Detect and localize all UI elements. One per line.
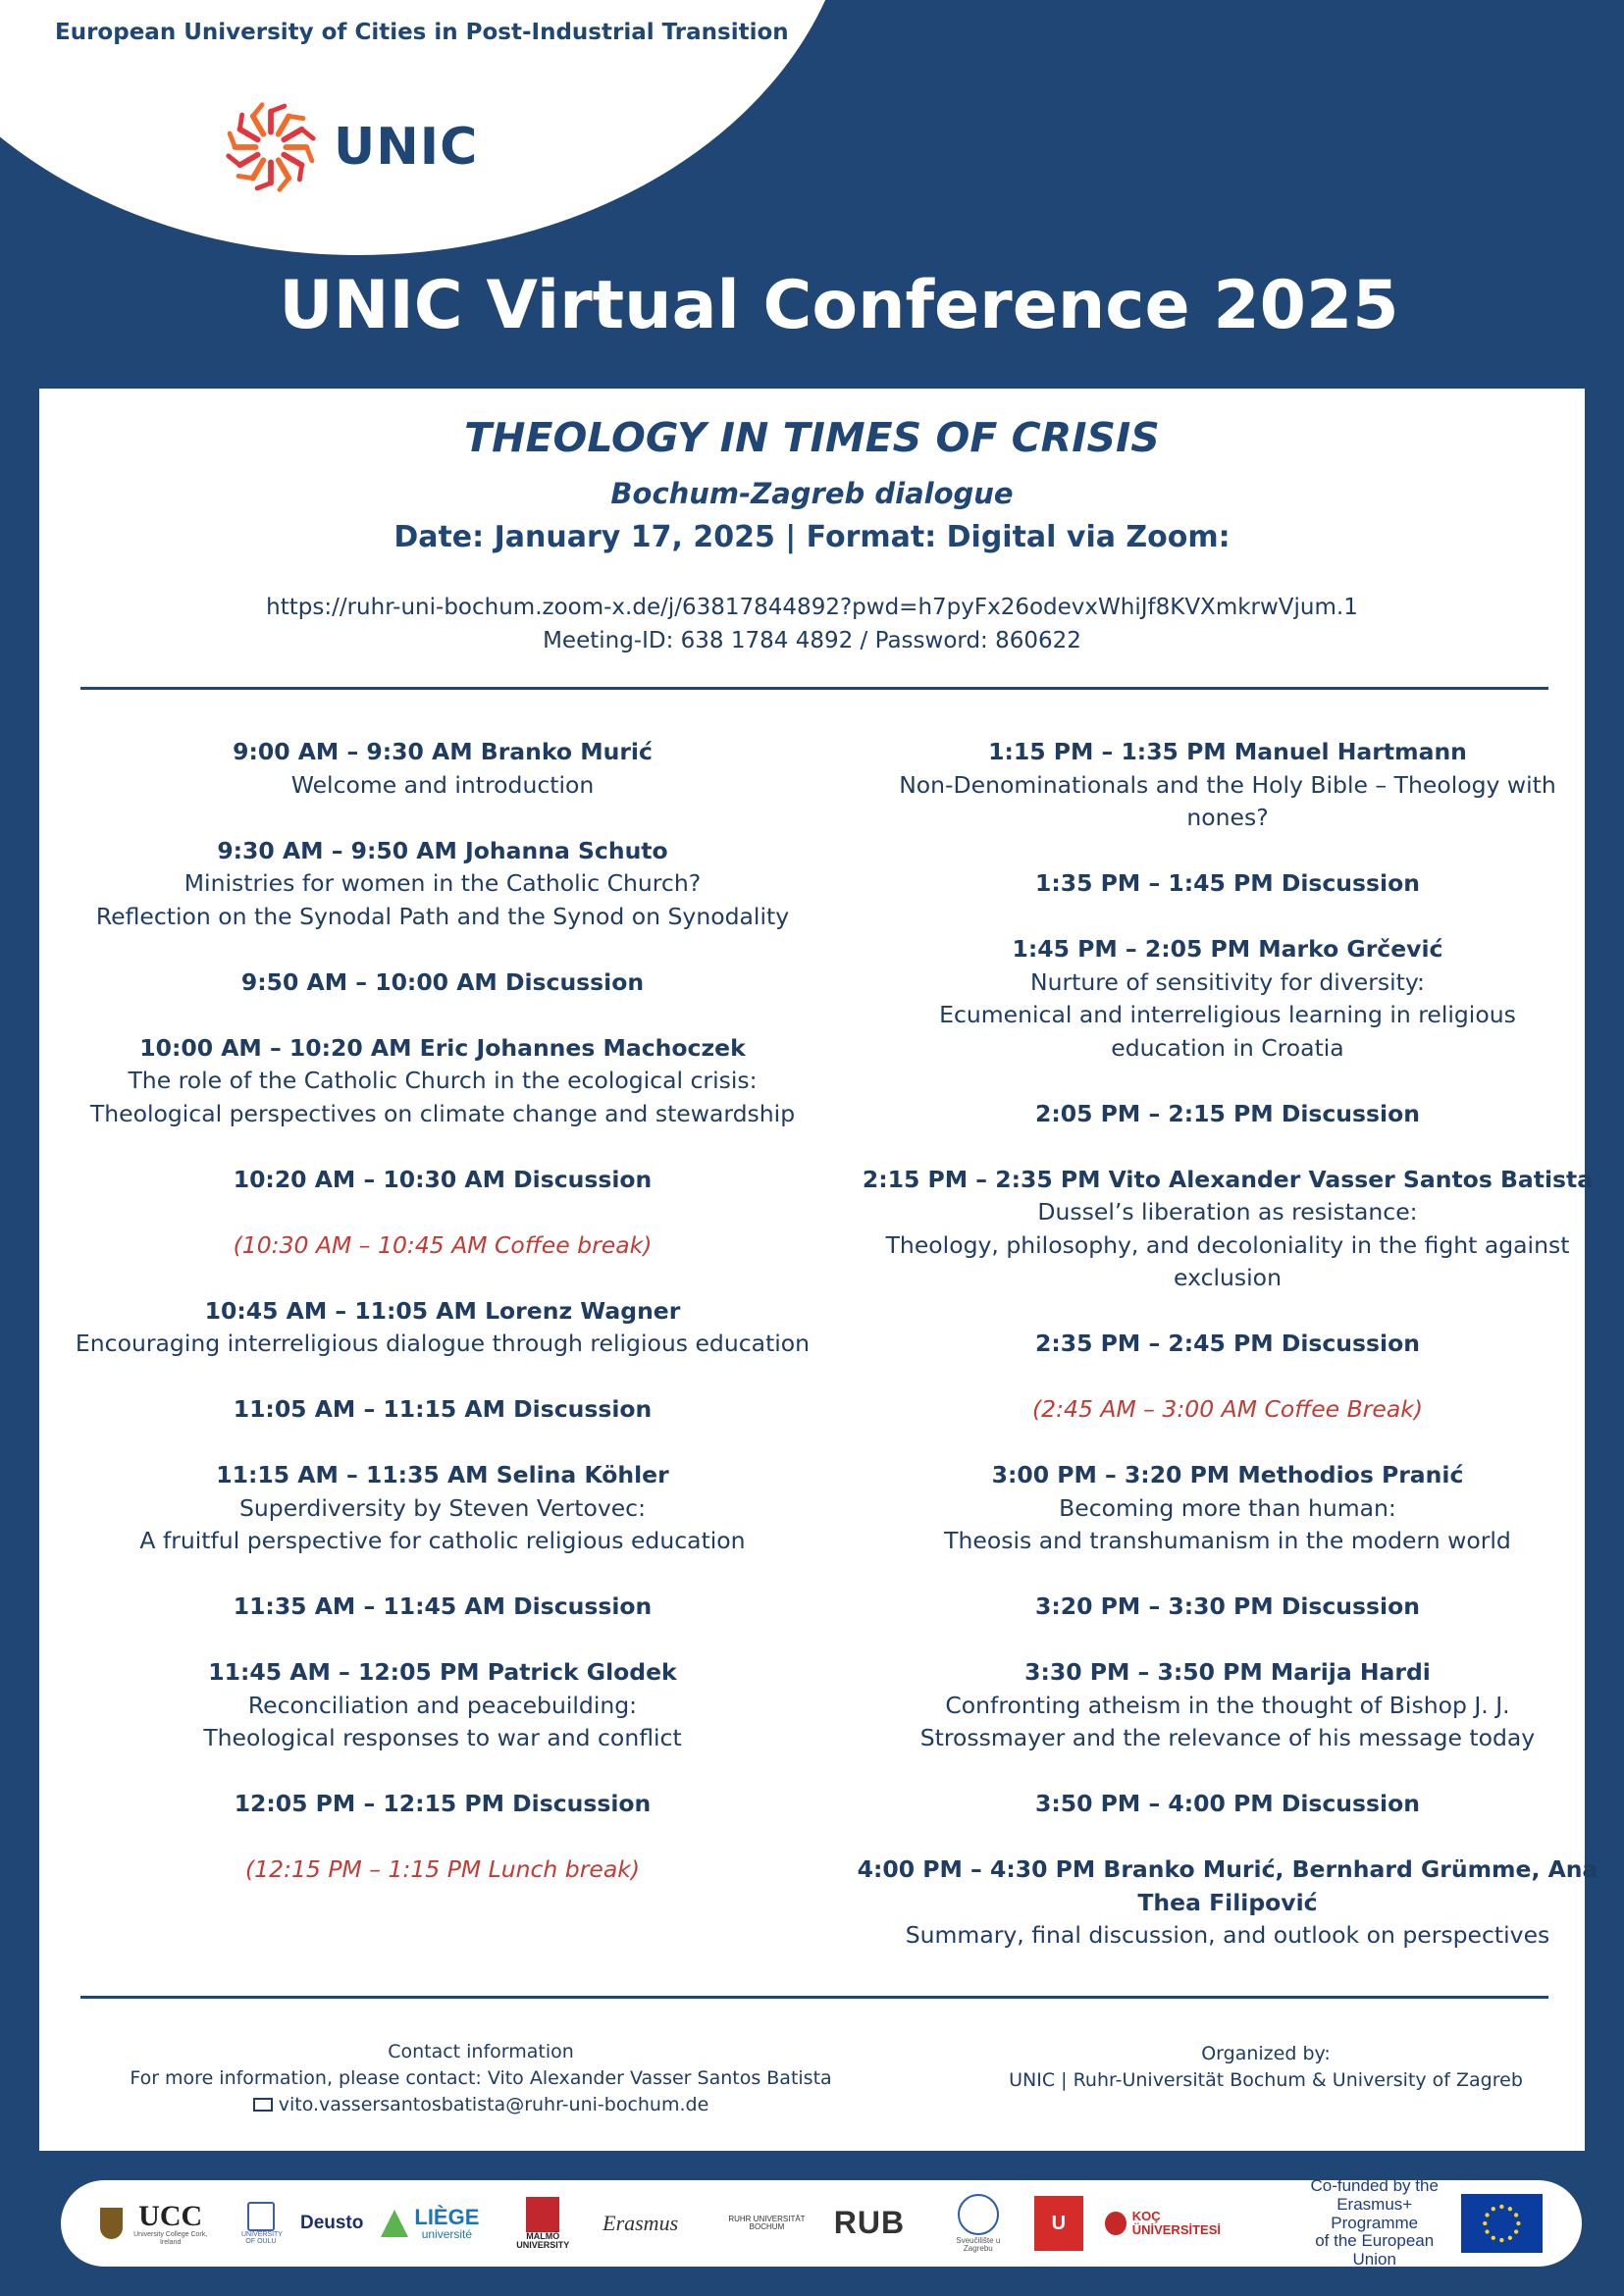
schedule-item xyxy=(846,1459,1609,1558)
unic-sunburst-icon xyxy=(224,100,318,194)
session-description: Reflection on the Synodal Path and the Synod on Synodality xyxy=(95,902,790,930)
session-description: exclusion xyxy=(1174,1264,1282,1291)
session-title: 9:00 AM – 9:30 AM Branko Murić xyxy=(233,738,653,765)
koc-mark-icon xyxy=(1105,2212,1126,2235)
session-title: 1:45 PM – 2:05 PM Marko Grčević xyxy=(1012,935,1443,963)
session-title: 3:00 PM – 3:20 PM Methodios Pranić xyxy=(991,1461,1464,1488)
session-description: Encouraging interreligious dialogue through religious education xyxy=(75,1330,811,1357)
break-label: (10:30 AM – 10:45 AM Coffee break) xyxy=(233,1230,653,1259)
eu-cofunded-logo: Co-funded by the Erasmus+ Programme of the European Union xyxy=(1299,2177,1543,2269)
schedule-item xyxy=(39,1656,846,1755)
session-description: Ministries for women in the Catholic Church? xyxy=(183,869,702,897)
schedule-item xyxy=(846,736,1609,835)
break-item xyxy=(39,1229,846,1263)
divider xyxy=(80,1996,1548,1999)
partner-logos-bar xyxy=(61,2176,1582,2270)
unic-logo xyxy=(224,100,478,194)
zagreb-seal-icon xyxy=(958,2194,999,2235)
conference-theme: THEOLOGY IN TIMES OF CRISIS xyxy=(464,414,1160,461)
ruhr-logo: RUHR UNIVERSITÄT BOCHUM xyxy=(728,2214,806,2231)
liege-logo: LIÈGE université xyxy=(381,2206,479,2241)
session-description: Strossmayer and the relevance of his message today xyxy=(919,1724,1536,1751)
session-description: education in Croatia xyxy=(1111,1033,1344,1062)
zoom-link[interactable]: https://ruhr-uni-bochum.zoom-x.de/j/63817844892?pwd=h7pyFx26odevxWhiJf8KVXmkrwVjum.1 xyxy=(266,595,1358,620)
schedule-item xyxy=(846,1853,1609,1953)
malmo-logo: MALMÖ UNIVERSITY xyxy=(502,2197,583,2251)
schedule-item xyxy=(846,933,1609,1065)
break-label: (12:15 PM – 1:15 PM Lunch break) xyxy=(244,1855,641,1883)
session-title: 1:35 PM – 1:45 PM Discussion xyxy=(1035,869,1420,897)
session-description: Nurture of sensitivity for diversity: xyxy=(1030,967,1425,996)
eu-flag-icon xyxy=(1461,2194,1543,2253)
session-title: 11:15 AM – 11:35 AM Selina Köhler xyxy=(216,1461,669,1488)
koc-logo: KOÇ ÜNİVERSİTESİ xyxy=(1105,2210,1240,2236)
deusto-logo: Deusto xyxy=(299,2213,364,2234)
session-description: Summary, final discussion, and outlook on perspectives xyxy=(905,1921,1550,1949)
contact-heading: Contact information xyxy=(388,2041,574,2062)
session-title: 10:20 AM – 10:30 AM Discussion xyxy=(233,1165,653,1193)
session-description: Reconciliation and peacebuilding: xyxy=(247,1691,638,1719)
malmo-mark-icon xyxy=(526,2197,559,2232)
rub-logo: RUB xyxy=(833,2205,906,2241)
session-description: A fruitful perspective for catholic religious education xyxy=(139,1527,746,1554)
schedule-item xyxy=(39,1591,846,1624)
schedule-item xyxy=(846,1164,1609,1295)
schedule-item xyxy=(846,1591,1609,1624)
schedule-item xyxy=(846,1788,1609,1821)
schedule-right-column xyxy=(846,736,1609,1985)
session-description: The role of the Catholic Church in the ecological crisis: xyxy=(128,1067,758,1094)
session-description: Theosis and transhumanism in the modern world xyxy=(944,1527,1511,1554)
schedule-item xyxy=(39,1393,846,1427)
erasmus-logo: Erasmus xyxy=(602,2211,679,2236)
session-title: 3:50 PM – 4:00 PM Discussion xyxy=(1035,1790,1420,1817)
schedule-item xyxy=(39,835,846,934)
session-title: 11:35 AM – 11:45 AM Discussion xyxy=(233,1592,653,1620)
session-title: 4:00 PM – 4:30 PM Branko Murić, Bernhard Grümme, Ana xyxy=(857,1855,1598,1883)
ucc-shield-icon xyxy=(100,2208,123,2239)
session-description: Superdiversity by Steven Vertovec: xyxy=(238,1493,647,1522)
org-name: European University of Cities in Post-Industrial Transition xyxy=(55,20,789,45)
schedule-item xyxy=(846,1098,1609,1131)
schedule-item xyxy=(39,966,846,1000)
contact-block xyxy=(39,2039,922,2118)
schedule-left-column xyxy=(39,736,846,1919)
session-title: 1:15 PM – 1:35 PM Manuel Hartmann xyxy=(988,738,1467,765)
organized-heading: Organized by: xyxy=(1201,2043,1331,2064)
conference-subtitle: Bochum-Zagreb dialogue xyxy=(610,477,1014,510)
session-description: nones? xyxy=(1186,804,1269,831)
session-title: 10:45 AM – 11:05 AM Lorenz Wagner xyxy=(204,1296,681,1325)
lodz-logo-icon: U xyxy=(1034,2196,1084,2251)
session-description: Welcome and introduction xyxy=(290,770,595,799)
schedule-item xyxy=(39,1295,846,1361)
meeting-credentials: Meeting-ID: 638 1784 4892 / Password: 860622 xyxy=(543,628,1081,653)
session-title: 2:35 PM – 2:45 PM Discussion xyxy=(1035,1330,1420,1357)
session-title: 11:45 AM – 12:05 PM Patrick Glodek xyxy=(208,1658,677,1686)
ucc-logo: UCC University College Cork, Ireland xyxy=(100,2201,214,2246)
schedule-item xyxy=(39,1032,846,1131)
session-title: 9:50 AM – 10:00 AM Discussion xyxy=(240,967,645,996)
schedule-item xyxy=(39,1164,846,1197)
break-label: (2:45 AM – 3:00 AM Coffee Break) xyxy=(1031,1395,1424,1423)
session-title: 12:05 PM – 12:15 PM Discussion xyxy=(234,1790,652,1817)
session-description: Dussel’s liberation as resistance: xyxy=(1037,1198,1418,1226)
session-title: 3:20 PM – 3:30 PM Discussion xyxy=(1035,1592,1420,1620)
liege-triangle-icon xyxy=(381,2210,408,2237)
contact-email[interactable]: vito.vassersantosbatista@ruhr-uni-bochum.de xyxy=(278,2094,709,2115)
contact-line: For more information, please contact: Vito Alexander Vasser Santos Batista xyxy=(130,2067,832,2089)
unic-logo-text: UNIC xyxy=(334,118,479,177)
divider xyxy=(80,687,1548,690)
session-title: 10:00 AM – 10:20 AM Eric Johannes Machoczek xyxy=(139,1033,746,1062)
contact-email-row xyxy=(39,2092,922,2118)
schedule-item xyxy=(39,1788,846,1821)
session-description: Confronting atheism in the thought of Bishop J. J. xyxy=(945,1691,1510,1719)
organized-line: UNIC | Ruhr-Universität Bochum & University of Zagreb xyxy=(1009,2069,1523,2091)
session-description: Theology, philosophy, and decoloniality in the fight against xyxy=(885,1230,1570,1259)
session-title: 2:15 PM – 2:35 PM Vito Alexander Vasser Santos Batista xyxy=(862,1165,1594,1193)
break-item xyxy=(39,1853,846,1887)
session-title: 2:05 PM – 2:15 PM Discussion xyxy=(1035,1099,1420,1127)
session-title: 11:05 AM – 11:15 AM Discussion xyxy=(233,1395,653,1423)
mail-icon xyxy=(253,2098,273,2112)
oulu-logo: UNIVERSITY OF OULU xyxy=(241,2202,281,2246)
break-item xyxy=(846,1393,1609,1427)
schedule-item xyxy=(846,867,1609,901)
program-card xyxy=(39,389,1598,2151)
oulu-mark-icon xyxy=(247,2202,275,2231)
session-description: Ecumenical and interreligious learning in religious xyxy=(939,1001,1516,1028)
session-description: Becoming more than human: xyxy=(1059,1493,1396,1522)
session-description: Non-Denominationals and the Holy Bible – Theology with xyxy=(899,770,1556,799)
session-title: 3:30 PM – 3:50 PM Marija Hardi xyxy=(1024,1658,1431,1686)
schedule-item xyxy=(39,1459,846,1558)
schedule-item xyxy=(39,736,846,802)
schedule-item xyxy=(846,1328,1609,1361)
session-description: Theological responses to war and conflict xyxy=(203,1724,682,1751)
session-title: Thea Filipović xyxy=(1137,1888,1318,1916)
schedule-item xyxy=(846,1656,1609,1755)
session-description: Theological perspectives on climate change and stewardship xyxy=(89,1099,796,1127)
organizer-block xyxy=(922,2041,1609,2094)
page-title: UNIC Virtual Conference 2025 xyxy=(279,267,1399,344)
conference-date-format: Date: January 17, 2025 | Format: Digital via Zoom: xyxy=(393,520,1231,554)
session-title: 9:30 AM – 9:50 AM Johanna Schuto xyxy=(217,836,668,864)
zagreb-logo: Sveučilište u Zagrebu xyxy=(944,2194,1012,2254)
